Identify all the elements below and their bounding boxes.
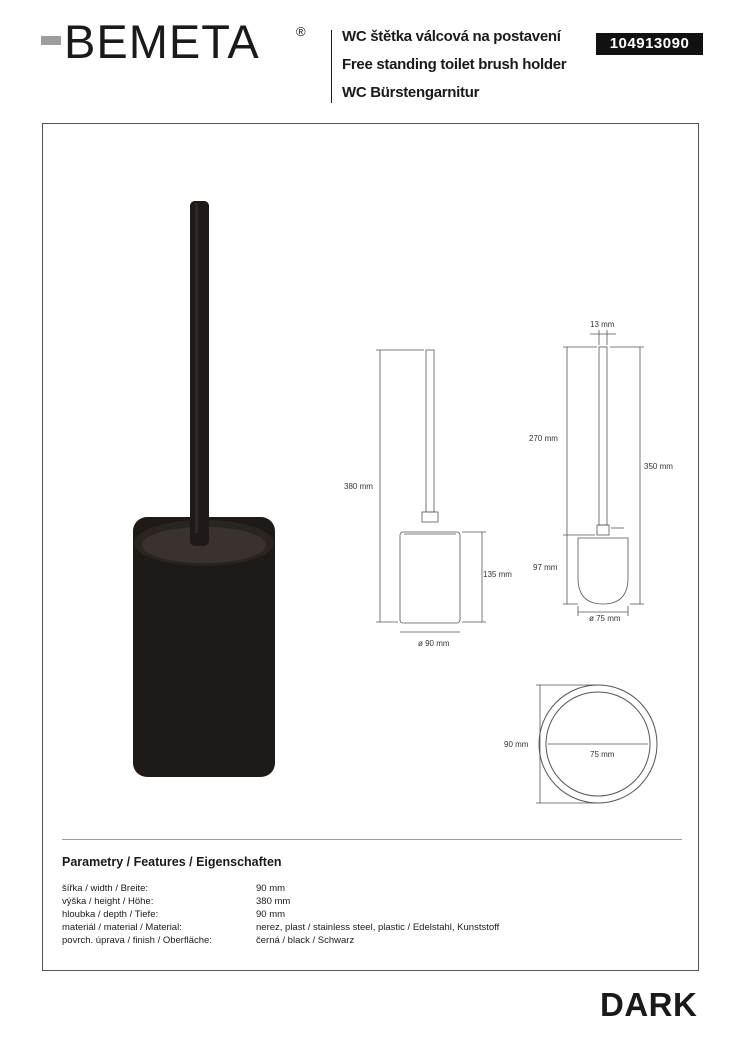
title-de: WC Bürstengarnitur	[342, 84, 480, 101]
param-value-width: 90 mm	[256, 883, 286, 894]
param-label-width: šířka / width / Breite:	[62, 883, 149, 894]
registered-mark: ®	[296, 24, 306, 39]
product-image	[133, 201, 275, 777]
dim-brush-diameter: ø 75 mm	[589, 614, 621, 623]
dim-top-inner: 75 mm	[590, 750, 615, 759]
param-label-finish: povrch. úprava / finish / Oberfläche:	[62, 935, 212, 946]
brand-logo: BEMETA	[64, 15, 260, 68]
side-view	[563, 330, 644, 616]
top-view	[536, 685, 657, 803]
title-cz: WC štětka válcová na postavení	[342, 28, 561, 45]
dim-brush-height: 97 mm	[533, 563, 558, 572]
section-divider	[62, 839, 682, 840]
dim-handle-height: 270 mm	[529, 434, 558, 443]
dim-handle-width: 13 mm	[590, 320, 615, 329]
front-view	[376, 350, 486, 632]
title-en: Free standing toilet brush holder	[342, 56, 567, 73]
param-value-material: nerez, plast / stainless steel, plastic / Edelstahl, Kunststoff	[256, 922, 500, 933]
param-label-height: výška / height / Höhe:	[62, 896, 154, 907]
param-value-finish: černá / black / Schwarz	[256, 935, 355, 946]
dim-top-outer: 90 mm	[504, 740, 529, 749]
param-label-depth: hloubka / depth / Tiefe:	[62, 909, 159, 920]
product-code: 104913090	[596, 33, 703, 55]
dim-front-body: 135 mm	[483, 570, 512, 579]
param-label-material: materiál / material / Material:	[62, 922, 182, 933]
features-title: Parametry / Features / Eigenschaften	[62, 855, 282, 869]
dim-front-diameter: ø 90 mm	[418, 639, 450, 648]
range-label: DARK	[600, 986, 698, 1023]
dim-front-height: 380 mm	[344, 482, 373, 491]
dim-total-height: 350 mm	[644, 462, 673, 471]
param-value-height: 380 mm	[256, 896, 291, 907]
param-value-depth: 90 mm	[256, 909, 286, 920]
